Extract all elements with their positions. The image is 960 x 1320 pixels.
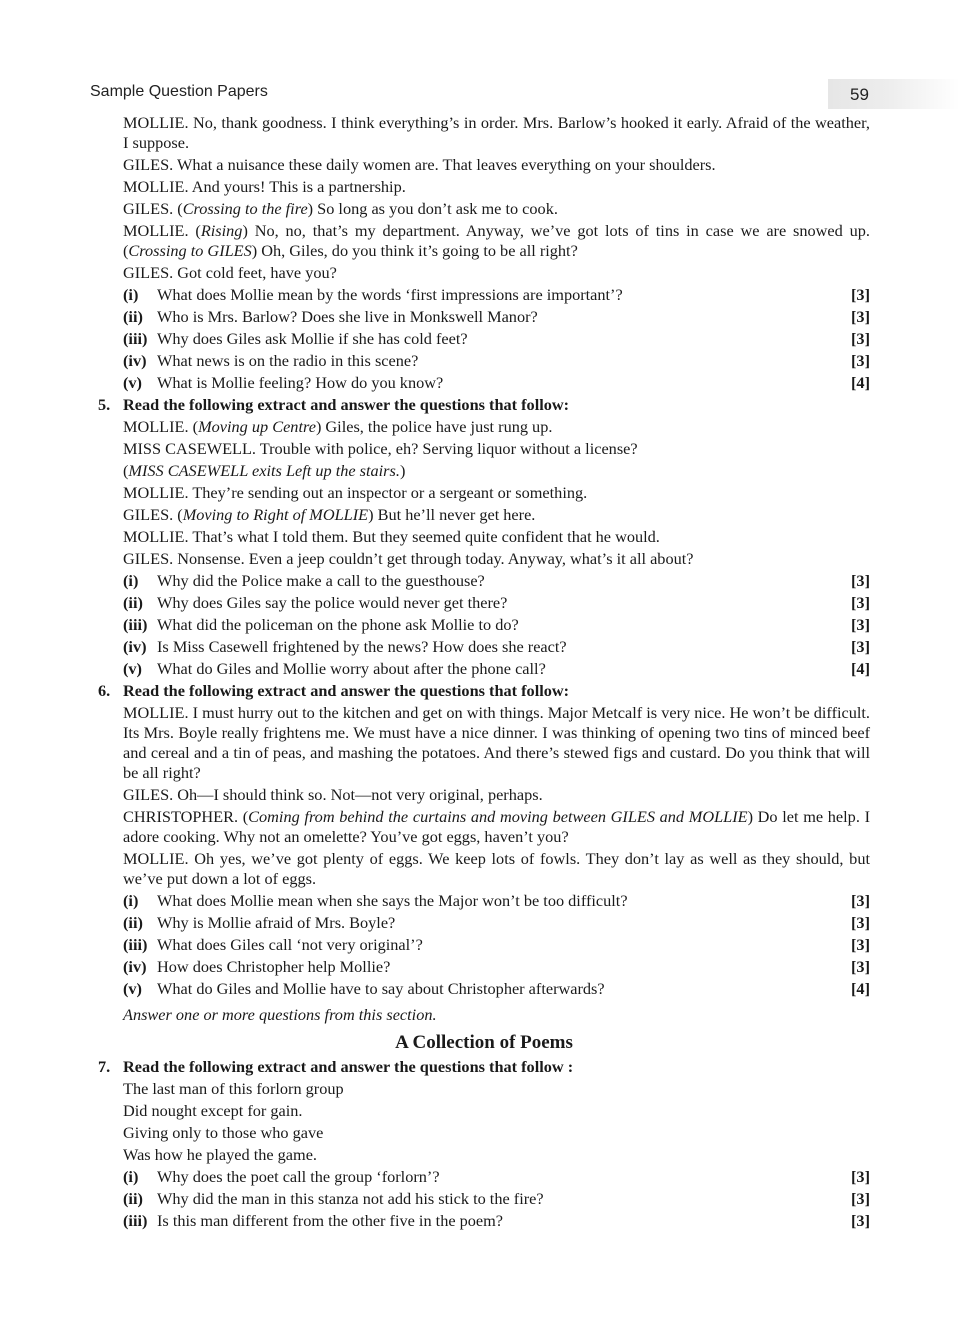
dialogue-line: MOLLIE. And yours! This is a partnership. [123,177,406,196]
sub-question: (iv) Is Miss Casewell frightened by the news? How does she react? [3] [123,637,870,656]
stage-direction: Coming from behind the curtains and moving between GILES and MOLLIE [248,807,748,826]
poem-line: Did nought except for gain. [123,1101,303,1120]
sub-question: (v) What is Mollie feeling? How do you know? [4] [123,373,870,392]
stage-direction: Rising [200,221,243,240]
dialogue-line: GILES. What a nuisance these daily women are. That leaves everything on your shoulders. [123,155,716,174]
dialogue-line: GILES. (Crossing to the fire) So long as you don’t ask me to cook. [123,199,558,218]
dialogue-line: MOLLIE. They’re sending out an inspector or a sergeant or something. [123,483,588,502]
poem-line: Giving only to those who gave [123,1123,324,1142]
stage-direction: Crossing to the fire [182,199,308,218]
sub-question: (iii) What does Giles call ‘not very original’? [3] [123,935,870,954]
sub-question: (v) What do Giles and Mollie worry about after the phone call? [4] [123,659,870,678]
sub-question: (ii) Why does Giles say the police would never get there? [3] [123,593,870,612]
dialogue-line: MISS CASEWELL. Trouble with police, eh? Serving liquor without a license? [123,439,638,458]
dialogue-line: (MISS CASEWELL exits Left up the stairs.) [123,461,406,480]
question-7-heading: 7. Read the following extract and answer the questions that follow : [98,1057,574,1076]
sub-question: (iv) What news is on the radio in this scene? [3] [123,351,870,370]
dialogue-line: MOLLIE. I must hurry out to the kitchen and get on with things. Major Metcalf is very nice. He won’t be difficult. Its Mrs. Boyle really frightens me. We must have a nice dinner. I was thinking of opening two tins of minced beef and cereal and a tin of peas, and mashing the potatoes. And there’s stewed figs and custard. Do you think that will be all right? [123,703,870,782]
page-number: 59 [850,85,869,104]
section-title: A Collection of Poems [395,1032,573,1053]
dialogue-line: CHRISTOPHER. (Coming from behind the curtains and moving between GILES and MOLLIE) Do let me help. I adore cooking. Why not an omelette? You’ve got eggs, haven’t you? [123,807,871,846]
sub-question: (i) Why did the Police make a call to the guesthouse? [3] [123,571,870,590]
dialogue-line: MOLLIE. No, thank goodness. I think everything’s in order. Mrs. Barlow’s hooked it early. Afraid of the weather, I suppose. [123,113,870,152]
stage-direction: MISS CASEWELL exits Left up the stairs. [128,461,400,480]
stage-direction: Crossing to GILES [128,241,252,260]
sub-question: (i) What does Mollie mean by the words ‘first impressions are important’? [3] [123,285,870,304]
dialogue-line: MOLLIE. (Moving up Centre) Giles, the police have just rung up. [123,417,553,436]
stage-direction: Moving to Right of MOLLIE [182,505,369,524]
poem-line: Was how he played the game. [123,1145,317,1164]
dialogue-line: MOLLIE. Oh yes, we’ve got plenty of eggs. We keep lots of fowls. They don’t lay as well as they should, but we’ve put down a lot of eggs. [123,849,870,888]
sub-question: (iv) How does Christopher help Mollie? [3] [123,957,870,976]
dialogue-line: MOLLIE. That’s what I told them. But they seemed quite confident that he would. [123,527,660,546]
sub-question: (iii) Is this man different from the other five in the poem? [3] [123,1211,870,1230]
dialogue-line: GILES. Nonsense. Even a jeep couldn’t get through today. Anyway, what’s it all about? [123,549,694,568]
sub-question: (i) What does Mollie mean when she says the Major won’t be too difficult? [3] [123,891,870,910]
section-instruction: Answer one or more questions from this section. [123,1005,437,1024]
stage-direction: Moving up Centre [198,417,316,436]
dialogue-line: MOLLIE. (Rising) No, no, that’s my department. Anyway, we’ve got lots of tins in case we are snowed up. (Crossing to GILES) Oh, Giles, do you think it’s going to be all right? [123,221,870,260]
poem-line: The last man of this forlorn group [123,1079,344,1098]
question-5-heading: 5. Read the following extract and answer the questions that follow: [98,395,570,414]
sub-question: (ii) Who is Mrs. Barlow? Does she live in Monkswell Manor? [3] [123,307,870,326]
page-number-tab [828,79,960,109]
question-6-heading: 6. Read the following extract and answer the questions that follow: [98,681,570,700]
sub-question: (iii) What did the policeman on the phone ask Mollie to do? [3] [123,615,870,634]
sub-question: (i) Why does the poet call the group ‘forlorn’? [3] [123,1167,870,1186]
dialogue-line: GILES. (Moving to Right of MOLLIE) But he’ll never get here. [123,505,536,524]
sub-question: (v) What do Giles and Mollie have to say about Christopher afterwards? [4] [123,979,870,998]
sub-question: (ii) Why did the man in this stanza not add his stick to the fire? [3] [123,1189,870,1208]
sub-question: (ii) Why is Mollie afraid of Mrs. Boyle? [3] [123,913,870,932]
page-content [98,113,870,1233]
dialogue-line: GILES. Got cold feet, have you? [123,263,337,282]
header-title: Sample Question Papers [90,83,268,100]
dialogue-line: GILES. Oh—I should think so. Not—not very original, perhaps. [123,785,543,804]
sub-question: (iii) Why does Giles ask Mollie if she has cold feet? [3] [123,329,870,348]
